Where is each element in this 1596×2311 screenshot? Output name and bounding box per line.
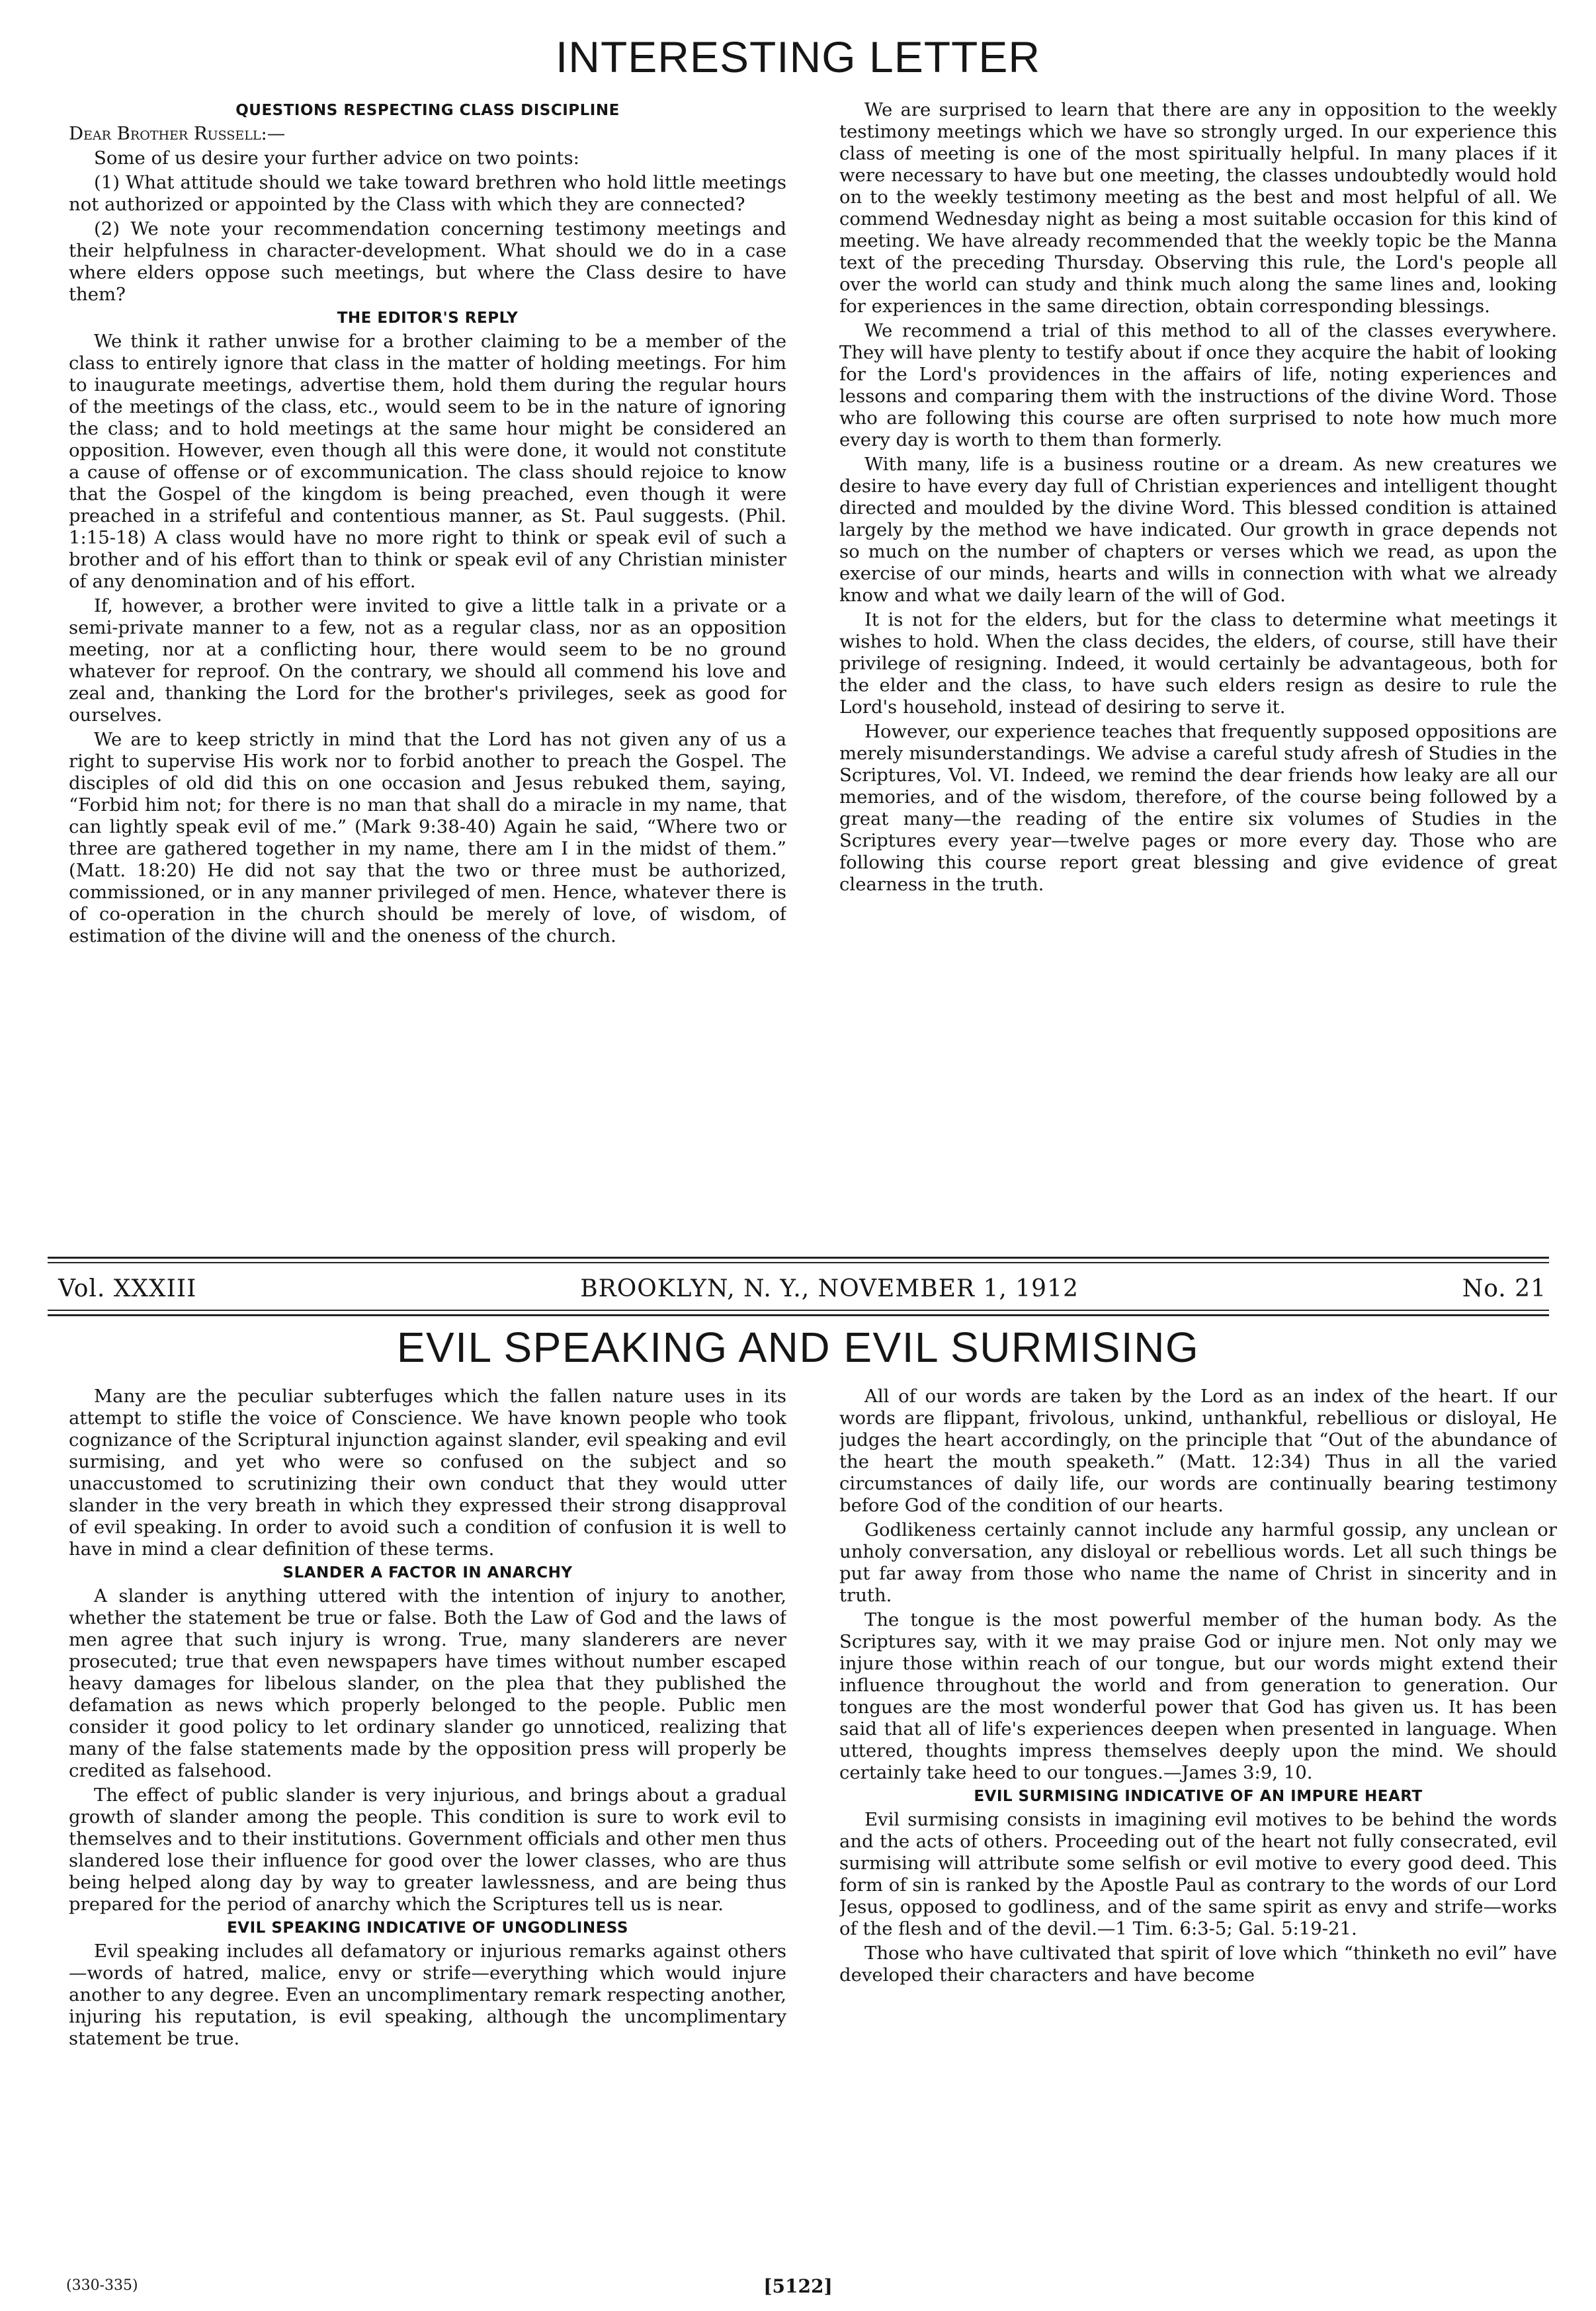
reply-paragraph: With many, life is a business routine or a dream. As new creatures we desire to have every day full of Christian experiences and intelligent thought directed and moulded by the divine Word. This blessed condition is attained largely by the method we have indicated. Our growth in grace depends not so much on the number of chapters or verses which we read, as upon the exercise of our minds, hearts and wills in connection with what we already know and what we daily learn of the will of God. <box>839 454 1557 606</box>
page-range: (330-335) <box>66 2277 138 2294</box>
article-paragraph: All of our words are taken by the Lord as an index of the heart. If our words are flippant, frivolous, unkind, unthankful, rebellious or disloyal, He judges the heart accordingly, on the principle that “Out of the abundance of the heart the mouth speaketh.” (Matt. 12:34) Thus in all the varied circumstances of daily life, our words are continually bearing testimony before God of the condition of our hearts. <box>839 1386 1557 1516</box>
reply-paragraph: We think it rather unwise for a brother claiming to be a member of the class to entirely ignore that class in the matter of holding meetings. For him to inaugurate meetings, advertise them, hold them during the regular hours of the meetings of the class, etc., would seem to be in the nature of ignoring the class; and to hold meetings at the same hour might be considered an opposition. However, even though all this were done, it would not constitute a cause of offense or of excommunication. The class should rejoice to know that the Gospel of the kingdom is being preached, even though it were preached in a strifeful and contentious manner, as St. Paul suggests. (Phil. 1:15-18) A class would have no more right to think or speak evil of such a brother and of his effort than to think or speak evil of any Christian minister of any denomination and of his effort. <box>69 331 786 592</box>
reply-paragraph: If, however, a brother were invited to give a little talk in a private or a semi-private manner to a few, not as a regular class, nor as an opposition meeting, nor at a conflicting hour, there would seem to be no ground whatever for reproof. On the contrary, we should all commend his love and zeal and, thanking the Lord for the brother's privileges, seek as good for ourselves. <box>69 595 786 726</box>
letter-intro: Some of us desire your further advice on two points: <box>94 147 579 169</box>
reply-heading: THE EDITOR'S REPLY <box>337 310 519 327</box>
article-column-right <box>839 1386 1557 2265</box>
article-paragraph: The tongue is the most powerful member of the human body. As the Scriptures say, with it we may praise God or injure men. Not only may we injure those within reach of our tongue, but our words might extend their influence throughout the world and from generation to generation. Our tongues are the most wonderful power that God has given us. It has been said that all of life's experiences deepen when presented in language. When uttered, thoughts impress themselves deeply upon the mind. We should certainly take heed to our tongues.—James 3:9, 10. <box>839 1609 1557 1783</box>
article-title: EVIL SPEAKING AND EVIL SURMISING <box>396 1324 1200 1371</box>
article-column-left <box>69 1386 786 2265</box>
place-date: BROOKLYN, N. Y., NOVEMBER 1, 1912 <box>580 1275 1079 1302</box>
letter-question-1: (1) What attitude should we take toward brethren who hold little meetings not authorized or appointed by the Class with which they are connected? <box>69 172 786 215</box>
article-paragraph: Evil speaking includes all defamatory or injurious remarks against others—words of hatred, malice, envy or strife—everything which would injure another to any degree. Even an uncomplimentary remark respecting another, injuring his reputation, is evil speaking, although the uncomplimentary statement be true. <box>69 1941 786 2049</box>
volume-label: Vol. XXXIII <box>58 1275 197 1302</box>
letter-column-right <box>839 99 1557 1224</box>
divider <box>48 1262 1549 1263</box>
article-paragraph: Evil surmising consists in imagining evil motives to be behind the words and the acts of others. Proceeding out of the heart not fully consecrated, evil surmising will attribute some selfish or evil motive to every good deed. This form of sin is ranked by the Apostle Paul as contrary to the words of our Lord Jesus, opposed to godliness, and of the same spirit as envy and strife—works of the flesh and of the devil.—1 Tim. 6:3-5; Gal. 5:19-21. <box>839 1809 1557 1939</box>
letter-heading: QUESTIONS RESPECTING CLASS DISCIPLINE <box>235 102 620 119</box>
section-heading: SLANDER A FACTOR IN ANARCHY <box>282 1564 573 1581</box>
article-paragraph: Godlikeness certainly cannot include any harmful gossip, any unclean or unholy conversation, any disloyal or rebellious words. Let all such things be put far away from those who name the name of Christ in sincerity and in truth. <box>839 1519 1557 1606</box>
letter-salutation <box>69 123 786 145</box>
issue-number: No. 21 <box>1462 1275 1546 1302</box>
reply-paragraph: However, our experience teaches that frequently supposed oppositions are merely misunderstandings. We advise a careful study afresh of Studies in the Scriptures, Vol. VI. Indeed, we remind the dear friends how leaky are all our memories, and of the wisdom, therefore, of the course being followed by a great many—the reading of the entire six volumes of Studies in the Scriptures every year—twelve pages or more every day. Those who are following this course report great blessing and give evidence of great clearness in the truth. <box>839 721 1557 895</box>
article-paragraph: The effect of public slander is very injurious, and brings about a gradual growth of slander among the people. This condition is sure to work evil to themselves and to their institutions. Government officials and other men thus slandered lose their influence for good over the lower classes, who are thus being helped along day by way to greater lawlessness, and are being thus prepared for the period of anarchy which the Scriptures tell us is near. <box>69 1785 786 1915</box>
section-heading: EVIL SURMISING INDICATIVE OF AN IMPURE HEART <box>974 1788 1423 1805</box>
reply-paragraph: It is not for the elders, but for the class to determine what meetings it wishes to hold. When the class decides, the elders, of course, still have their privilege of resigning. Indeed, it would certainly be advantageous, both for the elder and the class, to have such elders resign as desire to rule the Lord's household, instead of desiring to serve it. <box>839 609 1557 718</box>
divider <box>48 1257 1549 1259</box>
masthead <box>58 1275 1546 1302</box>
reply-paragraph: We are surprised to learn that there are any in opposition to the weekly testimony meetings which we have so strongly urged. In our experience this class of meeting is one of the most spiritually helpful. In many places if it were necessary to have but one meeting, the classes undoubtedly would hold on to the weekly testimony meeting as the best and most helpful of all. We commend Wednesday night as being a most suitable occasion for this kind of meeting. We have already recommended that the weekly topic be the Manna text of the preceding Thursday. Observing this rule, the Lord's people all over the world can study and think much along the same lines and, looking for experiences in the same direction, obtain corresponding blessings. <box>839 99 1557 317</box>
reply-paragraph: We are to keep strictly in mind that the Lord has not given any of us a right to supervise His work nor to forbid another to preach the Gospel. The disciples of old did this on one occasion and Jesus rebuked them, saying, “Forbid him not; for there is no man that shall do a miracle in my name, that can lightly speak evil of me.” (Mark 9:38-40) Again he said, “Where two or three are gathered together in my name, there am I in the midst of them.” (Matt. 18:20) He did not say that the two or three must be authorized, commissioned, or in any manner privileged of men. Hence, whatever there is of co-operation in the church should be merely of love, of wisdom, of estimation of the divine will and the oneness of the church. <box>69 729 786 946</box>
divider <box>48 1314 1549 1316</box>
article-paragraph: Those who have cultivated that spirit of love which “thinketh no evil” have developed their characters and have become <box>839 1943 1557 1986</box>
article-paragraph: Many are the peculiar subterfuges which the fallen nature uses in its attempt to stifle the voice of Conscience. We have known people who took cognizance of the Scriptural injunction against slander, evil speaking and evil surmising, and yet who were so confused on the subject and so unaccustomed to scrutinizing their own conduct that they would utter slander in the very breath in which they expressed their strong disapproval of evil speaking. In order to avoid such a condition of confusion it is well to have in mind a clear definition of these terms. <box>69 1386 786 1560</box>
divider <box>48 1310 1549 1311</box>
letter-columns <box>69 99 1557 1224</box>
article-paragraph: A slander is anything uttered with the intention of injury to another, whether the statement be true or false. Both the Law of God and the laws of men agree that such injury is wrong. True, many slanderers are never prosecuted; true that even newspapers have times without number escaped heavy damages for libelous slander, on the plea that they published the defamation as news which properly belonged to the people. Public men consider it good policy to let ordinary slander go unnoticed, realizing that many of the false statements made by the opposition press will properly be credited as falsehood. <box>69 1585 786 1781</box>
section-heading: EVIL SPEAKING INDICATIVE OF UNGODLINESS <box>227 1919 628 1937</box>
reply-paragraph: We recommend a trial of this method to all of the classes everywhere. They will have plenty to testify about if once they acquire the habit of looking for the Lord's providences in the affairs of life, noting experiences and lessons and comparing them with the instructions of the divine Word. Those who are following this course are often surprised to note how much more every day is worth to them than formerly. <box>839 320 1557 450</box>
salutation-text: Dear Brother Russell:— <box>69 123 286 144</box>
letter-column-left <box>69 99 786 1224</box>
article-columns <box>69 1386 1557 2265</box>
letter-question-2: (2) We note your recommendation concerning testimony meetings and their helpfulness in character-development. What should we do in a case where elders oppose such meetings, but where the Class desire to have them? <box>69 218 786 305</box>
page-number: [5122] <box>763 2275 833 2297</box>
letter-title: INTERESTING LETTER <box>555 32 1041 81</box>
